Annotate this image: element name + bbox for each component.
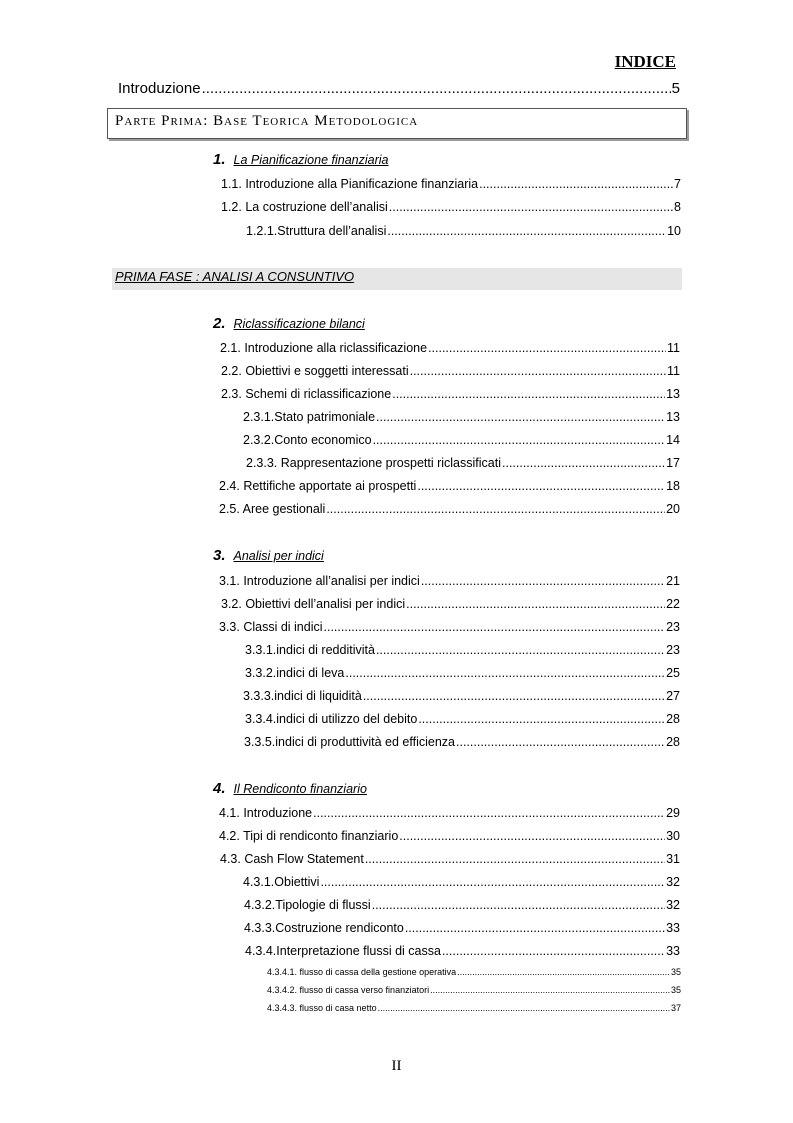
toc-entry[interactable] — [245, 666, 680, 680]
toc-label: 1.1. Introduzione alla Pianificazione finanziaria — [221, 177, 479, 191]
toc-label: 3.3.2.indici di leva — [245, 666, 345, 680]
toc-entry[interactable] — [267, 985, 681, 995]
toc-page: 7 — [674, 177, 681, 191]
toc-label: 2.1. Introduzione alla riclassificazione — [220, 341, 428, 355]
chapter-title: La Pianificazione finanziaria — [233, 153, 389, 167]
toc-page: 35 — [670, 967, 681, 977]
dot-leader — [320, 875, 665, 889]
toc-label: 3.3.3.indici di liquidità — [243, 689, 362, 703]
toc-page: 25 — [666, 666, 680, 680]
chapter-number: 1. — [213, 151, 226, 168]
toc-label: 4.3.1.Obiettivi — [243, 875, 320, 889]
toc-label: 4.3.4.2. flusso di cassa verso finanziatori — [267, 985, 430, 995]
toc-label: 3.3.4.indici di utilizzo del debito — [245, 712, 418, 726]
dot-leader — [417, 479, 665, 493]
toc-entry[interactable] — [244, 735, 680, 749]
toc-entry[interactable] — [219, 574, 680, 588]
toc-label: 4.3.2.Tipologie di flussi — [244, 898, 371, 912]
toc-label: 1.2.1.Struttura dell’analisi — [246, 224, 387, 238]
toc-page: 22 — [666, 597, 680, 611]
dot-leader — [502, 456, 665, 470]
toc-entry[interactable] — [244, 898, 680, 912]
toc-label: 2.5. Aree gestionali — [219, 502, 326, 516]
dot-leader — [399, 829, 665, 843]
toc-label: 2.3.2.Conto economico — [243, 433, 372, 447]
toc-entry[interactable] — [243, 433, 680, 447]
chapter-title: Analisi per indici — [233, 549, 324, 563]
dot-leader — [456, 735, 665, 749]
page-title: INDICE — [614, 52, 676, 71]
toc-page: 20 — [666, 502, 680, 516]
dot-leader — [430, 985, 670, 995]
chapter-number: 3. — [213, 547, 226, 564]
toc-entry[interactable] — [245, 712, 680, 726]
toc-label: 3.2. Obiettivi dell’analisi per indici — [221, 597, 406, 611]
toc-label: 4.3.3.Costruzione rendiconto — [244, 921, 404, 935]
toc-entry[interactable] — [221, 177, 681, 191]
toc-page: 31 — [666, 852, 680, 866]
dot-leader — [389, 200, 673, 214]
toc-page: 29 — [666, 806, 680, 820]
toc-entry[interactable] — [220, 852, 680, 866]
dot-leader — [387, 224, 666, 238]
dot-leader — [405, 921, 665, 935]
toc-label: 3.3.5.indici di produttività ed efficienza — [244, 735, 456, 749]
toc-entry[interactable] — [267, 1003, 681, 1013]
toc-entry[interactable] — [243, 689, 680, 703]
toc-page: 28 — [666, 735, 680, 749]
toc-page: 18 — [666, 479, 680, 493]
toc-label: 2.3. Schemi di riclassificazione — [221, 387, 392, 401]
toc-entry[interactable] — [243, 875, 680, 889]
dot-leader — [442, 944, 665, 958]
toc-label: 3.1. Introduzione all’analisi per indici — [219, 574, 420, 588]
toc-label: 4.1. Introduzione — [219, 806, 313, 820]
dot-leader — [376, 410, 665, 424]
dot-leader — [428, 341, 666, 355]
toc-page: 17 — [666, 456, 680, 470]
toc-page: 11 — [667, 364, 680, 378]
toc-entry[interactable] — [219, 806, 680, 820]
toc-label: 2.2. Obiettivi e soggetti interessati — [221, 364, 409, 378]
toc-entry[interactable] — [219, 502, 680, 516]
toc-page: 13 — [666, 387, 680, 401]
toc-entry[interactable] — [245, 944, 680, 958]
dot-leader — [326, 502, 665, 516]
toc-page: 5 — [671, 80, 680, 97]
toc-page: 35 — [670, 985, 681, 995]
chapter-title: Riclassificazione bilanci — [233, 317, 365, 331]
toc-entry[interactable] — [244, 921, 680, 935]
dot-leader — [363, 689, 665, 703]
toc-entry[interactable] — [221, 387, 680, 401]
toc-label: 2.3.3. Rappresentazione prospetti riclassificati — [246, 456, 501, 470]
chapter-title: Il Rendiconto finanziario — [233, 782, 367, 796]
toc-label: 1.2. La costruzione dell’analisi — [221, 200, 388, 214]
toc-page: 27 — [666, 689, 680, 703]
toc-entry[interactable] — [219, 829, 680, 843]
toc-page: 13 — [666, 410, 680, 424]
toc-page: 32 — [666, 898, 680, 912]
dot-leader — [202, 80, 671, 97]
dot-leader — [421, 574, 665, 588]
dot-leader — [378, 1003, 670, 1013]
toc-label: 4.3. Cash Flow Statement — [220, 852, 364, 866]
toc-page: 30 — [666, 829, 680, 843]
dot-leader — [324, 620, 666, 634]
toc-label: 4.3.4.3. flusso di casa netto — [267, 1003, 377, 1013]
toc-entry[interactable] — [267, 967, 681, 977]
toc-entry-introduzione[interactable] — [118, 80, 680, 97]
chapter-heading-2[interactable] — [213, 315, 365, 332]
dot-leader — [372, 898, 665, 912]
toc-page: 10 — [667, 224, 681, 238]
toc-entry[interactable] — [221, 200, 681, 214]
toc-page: 33 — [666, 921, 680, 935]
toc-label: 4.3.4.Interpretazione flussi di cassa — [245, 944, 441, 958]
chapter-number: 4. — [213, 780, 226, 797]
toc-entry[interactable] — [221, 597, 680, 611]
dot-leader — [392, 387, 665, 401]
dot-leader — [410, 364, 666, 378]
toc-page: 33 — [666, 944, 680, 958]
chapter-heading-4[interactable] — [213, 780, 367, 797]
dot-leader — [418, 712, 665, 726]
dot-leader — [313, 806, 665, 820]
toc-page: 14 — [666, 433, 680, 447]
toc-entry[interactable] — [245, 643, 680, 657]
toc-label: Introduzione — [118, 80, 201, 97]
toc-label: 4.2. Tipi di rendiconto finanziario — [219, 829, 399, 843]
dot-leader — [365, 852, 665, 866]
toc-page: 32 — [666, 875, 680, 889]
page-number: II — [391, 1058, 402, 1074]
toc-page: 11 — [667, 341, 680, 355]
dot-leader — [479, 177, 673, 191]
toc-label: 3.3. Classi di indici — [219, 620, 323, 634]
toc-label: 2.4. Rettifiche apportate ai prospetti — [219, 479, 417, 493]
dot-leader — [406, 597, 665, 611]
dot-leader — [373, 433, 666, 447]
phase-heading: PRIMA FASE : ANALISI A CONSUNTIVO — [112, 268, 682, 290]
toc-entry[interactable] — [221, 364, 680, 378]
toc-label: 3.3.1.indici di redditività — [245, 643, 375, 657]
part-heading: Parte Prima: Base Teorica Metodologica — [107, 108, 687, 139]
toc-page: 8 — [674, 200, 681, 214]
toc-entry[interactable] — [219, 620, 680, 634]
toc-page: 37 — [670, 1003, 681, 1013]
toc-entry[interactable] — [219, 479, 680, 493]
toc-label: 4.3.4.1. flusso di cassa della gestione operativa — [267, 967, 457, 977]
toc-label: 2.3.1.Stato patrimoniale — [243, 410, 376, 424]
toc-entry[interactable] — [246, 224, 681, 238]
dot-leader — [376, 643, 665, 657]
toc-page: 21 — [666, 574, 680, 588]
toc-page: 23 — [666, 620, 680, 634]
toc-entry[interactable] — [246, 456, 680, 470]
chapter-number: 2. — [213, 315, 226, 332]
dot-leader — [457, 967, 670, 977]
toc-entry[interactable] — [220, 341, 680, 355]
dot-leader — [345, 666, 665, 680]
toc-page: 28 — [666, 712, 680, 726]
toc-page: 23 — [666, 643, 680, 657]
chapter-heading-1[interactable] — [213, 151, 388, 168]
chapter-heading-3[interactable] — [213, 547, 324, 564]
toc-entry[interactable] — [243, 410, 680, 424]
